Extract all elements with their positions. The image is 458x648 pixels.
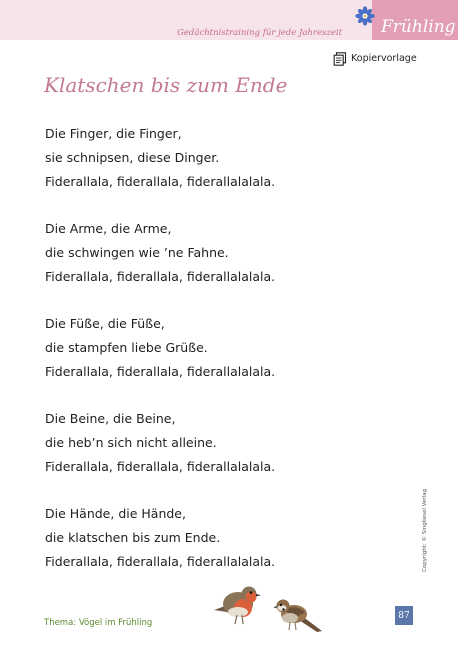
poem xyxy=(45,122,345,597)
copy-template-label: Kopiervorlage xyxy=(351,53,417,64)
poem-line: die klatschen bis zum Ende. xyxy=(45,530,221,545)
poem-line: die heb’n sich nicht alleine. xyxy=(45,435,217,450)
poem-line: die schwingen wie ’ne Fahne. xyxy=(45,245,229,260)
poem-line: Die Finger, die Finger, xyxy=(45,126,182,141)
poem-line: Fiderallala, fiderallala, fiderallalalala. xyxy=(45,554,276,569)
poem-line: Die Arme, die Arme, xyxy=(45,221,172,236)
robin-illustration xyxy=(208,577,268,627)
stanza xyxy=(45,122,345,194)
theme-footer: Thema: Vögel im Frühling xyxy=(44,618,153,628)
copy-document-icon xyxy=(333,52,347,66)
poem-line: Fiderallala, fiderallala, fiderallalalala. xyxy=(45,174,276,189)
poem-line: Fiderallala, fiderallala, fiderallalalala. xyxy=(45,364,276,379)
poem-line: Die Füße, die Füße, xyxy=(45,316,165,331)
page-number: 87 xyxy=(395,606,413,625)
poem-line: Fiderallala, fiderallala, fiderallalalala. xyxy=(45,269,276,284)
poem-line: Die Hände, die Hände, xyxy=(45,506,186,521)
poem-line: Fiderallala, fiderallala, fiderallalalala. xyxy=(45,459,276,474)
season-label: Frühling xyxy=(381,17,456,37)
poem-line: Die Beine, die Beine, xyxy=(45,411,176,426)
sparrow-illustration xyxy=(272,592,328,634)
flower-icon xyxy=(355,6,375,26)
copyright-notice: Copyright: © Singliesel Verlag xyxy=(422,488,428,572)
stanza xyxy=(45,312,345,384)
header-subtitle: Gedächtnistraining für jede Jahreszeit xyxy=(177,28,342,38)
stanza xyxy=(45,217,345,289)
stanza xyxy=(45,502,345,574)
poem-line: sie schnipsen, diese Dinger. xyxy=(45,150,220,165)
stanza xyxy=(45,407,345,479)
poem-line: die stampfen liebe Grüße. xyxy=(45,340,208,355)
page-title: Klatschen bis zum Ende xyxy=(44,73,288,97)
